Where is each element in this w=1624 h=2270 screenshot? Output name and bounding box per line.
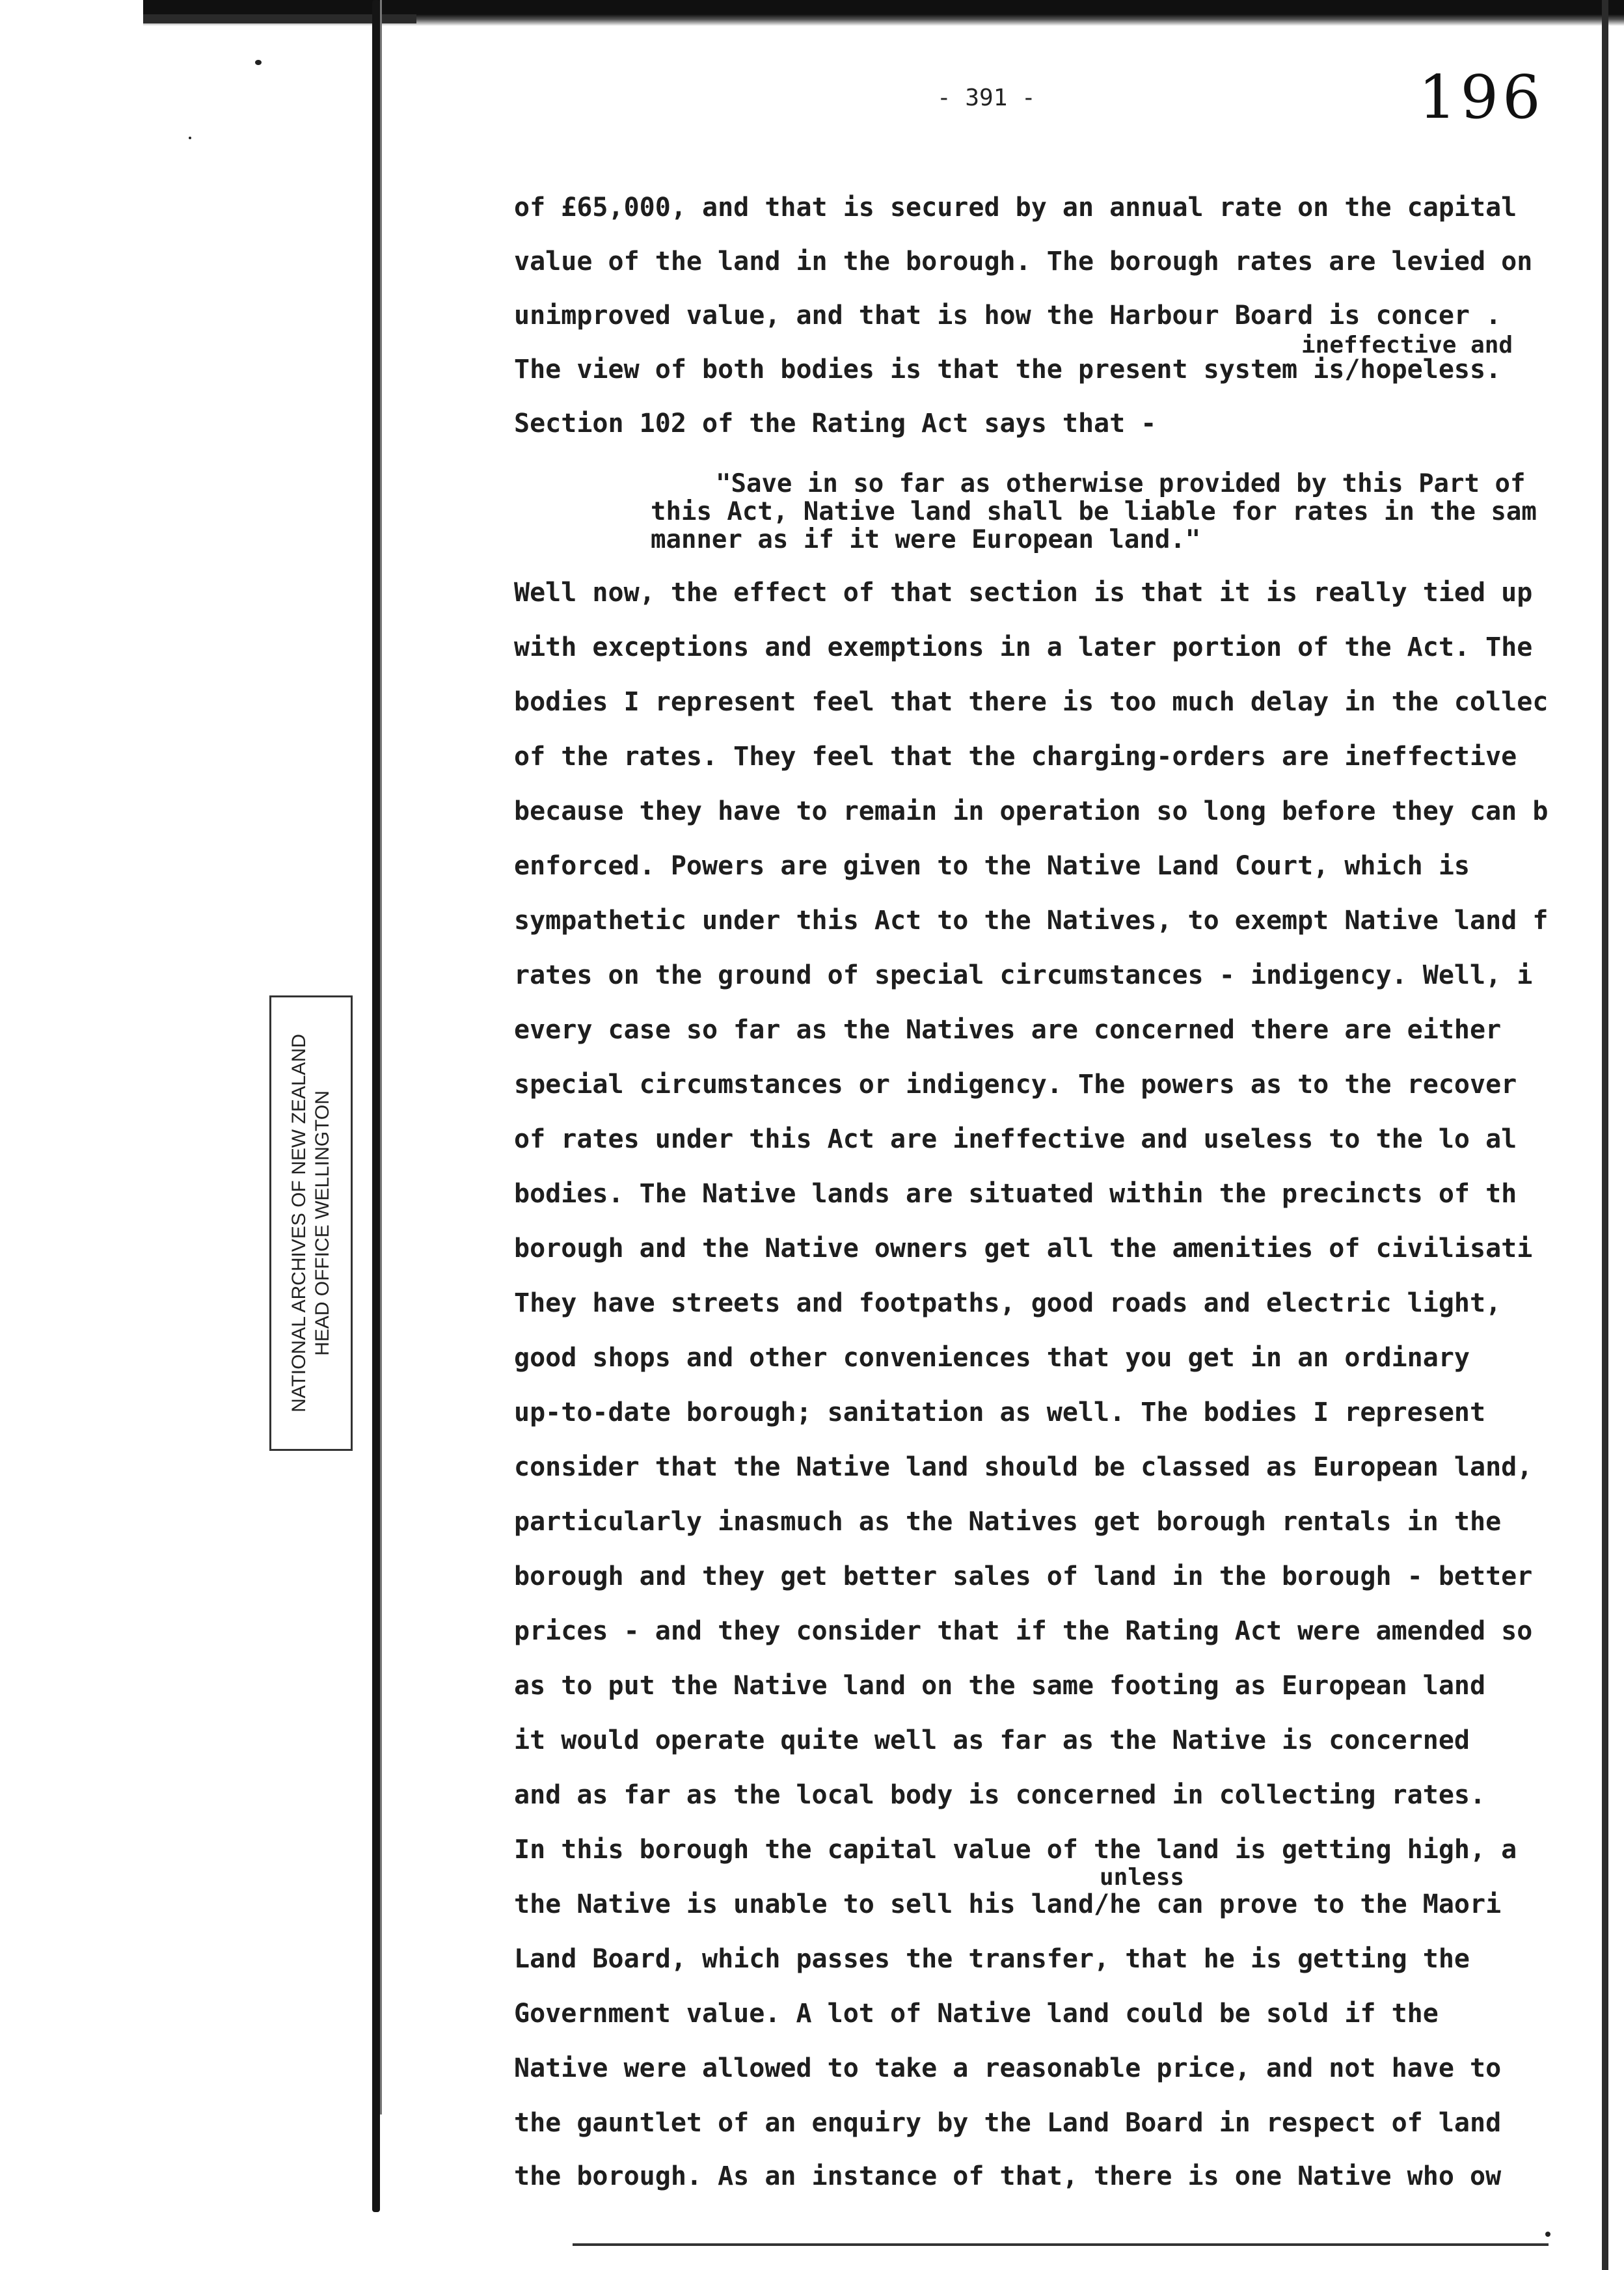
text-line: it would operate quite well as far as the Native is concerned [514, 1725, 1470, 1755]
quote-line: this Act, Native land shall be liable for rates in the sam [651, 497, 1537, 526]
text-line: particularly inasmuch as the Natives get borough rentals in the [514, 1507, 1502, 1537]
text-line: bodies. The Native lands are situated within the precincts of th [514, 1179, 1517, 1209]
text-line: The view of both bodies is that the present system is/hopeless. [514, 355, 1502, 385]
text-line: enforced. Powers are given to the Native Land Court, which is [514, 851, 1470, 881]
text-line-inserted: ineffective and [1301, 332, 1513, 358]
text-line: every case so far as the Natives are concerned there are either [514, 1015, 1502, 1045]
folio-number: 196 [1418, 62, 1545, 132]
text-line: good shops and other conveniences that you get in an ordinary [514, 1343, 1470, 1373]
text-line: rates on the ground of special circumstances - indigency. Well, i [514, 960, 1533, 990]
text-line: Land Board, which passes the transfer, that he is getting the [514, 1944, 1470, 1974]
archive-stamp-line-2: HEAD OFFICE WELLINGTON [312, 1090, 333, 1356]
text-line: the borough. As an instance of that, there is one Native who ow [514, 2161, 1502, 2191]
text-line: borough and the Native owners get all the amenities of civilisati [514, 1234, 1533, 1263]
text-line: the gauntlet of an enquiry by the Land Board in respect of land [514, 2108, 1502, 2138]
text-line: bodies I represent feel that there is too much delay in the collec [514, 687, 1549, 717]
archive-stamp-line-1: NATIONAL ARCHIVES OF NEW ZEALAND [288, 1034, 310, 1412]
binding-spine [372, 0, 380, 2212]
text-line: of the rates. They feel that the charging-orders are ineffective [514, 742, 1517, 772]
text-line: In this borough the capital value of the land is getting high, a [514, 1835, 1517, 1865]
text-line: special circumstances or indigency. The powers as to the recover [514, 1070, 1517, 1100]
scan-speck [1545, 2232, 1550, 2237]
text-line: and as far as the local body is concerned in collecting rates. [514, 1780, 1486, 1810]
text-line: of £65,000, and that is secured by an annual rate on the capital [514, 193, 1517, 223]
text-line: because they have to remain in operation so long before they can b [514, 796, 1549, 826]
quote-line: "Save in so far as otherwise provided by this Part of [716, 469, 1526, 498]
text-line: borough and they get better sales of land in the borough - better [514, 1561, 1533, 1591]
text-line: consider that the Native land should be classed as European land, [514, 1452, 1533, 1482]
archive-stamp-text [288, 1034, 334, 1412]
scan-speck [189, 137, 191, 139]
scan-speck [255, 60, 262, 65]
text-line: sympathetic under this Act to the Natives, to exempt Native land f [514, 906, 1549, 936]
text-line: Government value. A lot of Native land could be sold if the [514, 1999, 1439, 2029]
scan-right-edge [1602, 0, 1608, 2270]
text-line: unimproved value, and that is how the Harbour Board is concer . [514, 301, 1502, 331]
text-line: Well now, the effect of that section is that it is really tied up [514, 578, 1533, 608]
text-line: prices - and they consider that if the Rating Act were amended so [514, 1616, 1533, 1646]
text-line: Native were allowed to take a reasonable price, and not have to [514, 2053, 1502, 2083]
quote-line: manner as if it were European land." [651, 525, 1201, 554]
text-line: the Native is unable to sell his land/he can prove to the Maori [514, 1889, 1502, 1919]
text-line: with exceptions and exemptions in a later portion of the Act. The [514, 632, 1533, 662]
archive-stamp [269, 995, 353, 1451]
text-line: of rates under this Act are ineffective and useless to the lo al [514, 1124, 1517, 1154]
text-line-inserted: unless [1100, 1864, 1185, 1891]
scan-bottom-rule [573, 2243, 1549, 2246]
text-line: up-to-date borough; sanitation as well. The bodies I represent [514, 1398, 1486, 1427]
page-number: - 391 - [937, 85, 1036, 111]
text-line: Section 102 of the Rating Act says that - [514, 409, 1157, 439]
text-line: value of the land in the borough. The borough rates are levied on [514, 247, 1533, 277]
text-line: as to put the Native land on the same footing as European land [514, 1671, 1486, 1701]
binding-spine-edge [380, 0, 382, 2115]
text-line: They have streets and footpaths, good roads and electric light, [514, 1288, 1502, 1318]
